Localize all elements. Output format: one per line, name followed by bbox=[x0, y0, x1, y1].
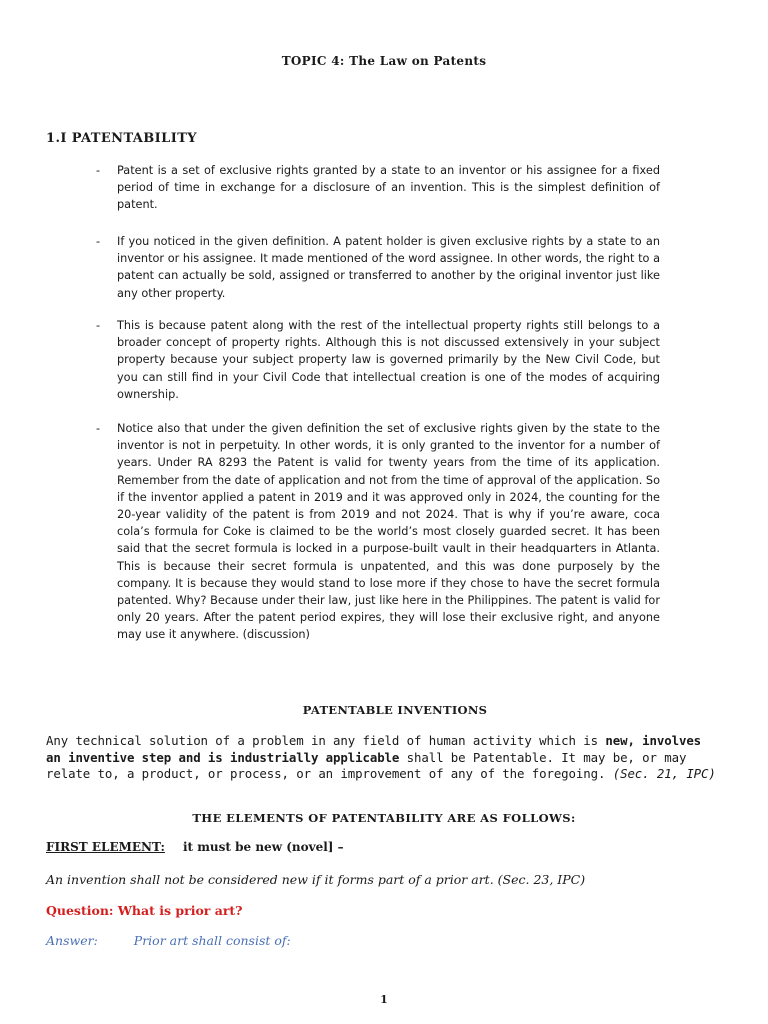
definition-text-cont: shall be Patentable. It may be, or may relate to, a product, or process, or an improvement of any of the foregoing. bbox=[46, 749, 687, 781]
patentable-definition-paragraph bbox=[46, 733, 716, 783]
bullet-text: This is because patent along with the rest of the intellectual property rights still belongs to a broader concept of property rights. Although this is not discussed extensively in your subject property because your subject property law is governed primarily by the New Civil Code, but you can still find in your Civil Code that intellectual creation is one of the modes of acquiring ownership. bbox=[117, 319, 660, 401]
elements-heading: THE ELEMENTS OF PATENTABILITY ARE AS FOLLOWS: bbox=[192, 811, 576, 825]
section-heading: 1.I PATENTABILITY bbox=[46, 131, 197, 146]
first-element-label: FIRST ELEMENT: bbox=[46, 840, 165, 854]
first-element-line bbox=[46, 840, 344, 854]
definition-emphasis: new, involves an inventive step and is industrially applicable bbox=[46, 733, 702, 765]
bullet-text: If you noticed in the given definition. A patent holder is given exclusive rights by a state to an inventor or his assignee. It made mentioned of the word assignee. In other words, the right to a patent can actually be sold, assigned or transferred to another by the original inventor just like any other property. bbox=[117, 235, 660, 300]
bullet-text: Patent is a set of exclusive rights granted by a state to an inventor or his assignee for a fixed period of time in exchange for a disclosure of an invention. This is the simplest definition of patent. bbox=[117, 164, 660, 212]
citation: (Sec. 21, IPC) bbox=[612, 766, 716, 781]
answer-line bbox=[46, 933, 291, 948]
bullet-marker: - bbox=[96, 319, 101, 332]
bullet-marker: - bbox=[96, 422, 101, 435]
question-text: Question: What is prior art? bbox=[46, 903, 243, 918]
page-number: 1 bbox=[380, 993, 388, 1006]
bullet-item bbox=[96, 233, 660, 302]
bullet-item bbox=[96, 162, 660, 214]
document-title: TOPIC 4: The Law on Patents bbox=[281, 54, 487, 68]
bullet-marker: - bbox=[96, 164, 101, 177]
bullet-text: Notice also that under the given definition the set of exclusive rights given by the state to the inventor is not in perpetuity. In other words, it is only granted to the inventor for a number of years. Under RA 8293 the Patent is valid for twenty years from the time of its application. Remember from the date of application and not from the time of approval of the application. So if the inventor applied a patent in 2019 and it was approved only in 2024, the counting for the 20-year validity of the patent is from 2019 and not 2024. That is why if you’re aware, coca cola’s formula for Coke is claimed to be the world’s most closely guarded secret. It has been said that the secret formula is locked in a purpose-built vault in their headquarters in Atlanta. This is because their secret formula is unpatented, and this was done purposely by the company. It is because they would stand to lose more if they chose to have the secret formula patented. Why? Because under their law, just like here in the Philippines. The patent is valid for only 20 years. After the patent period expires, they will lose their exclusive right, and anyone may use it anywhere. (discussion) bbox=[117, 422, 660, 642]
first-element-value: it must be new (novel] – bbox=[182, 840, 344, 854]
patentable-inventions-heading: PATENTABLE INVENTIONS bbox=[302, 703, 488, 717]
bullet-item bbox=[96, 420, 660, 644]
answer-label: Answer: bbox=[46, 933, 98, 948]
novelty-definition: An invention shall not be considered new if it forms part of a prior art. (Sec. 23, IPC) bbox=[46, 872, 586, 887]
bullet-item bbox=[96, 317, 660, 403]
bullet-marker: - bbox=[96, 235, 101, 248]
definition-text: Any technical solution of a problem in any field of human activity which is bbox=[46, 733, 606, 748]
answer-text: Prior art shall consist of: bbox=[133, 933, 291, 948]
